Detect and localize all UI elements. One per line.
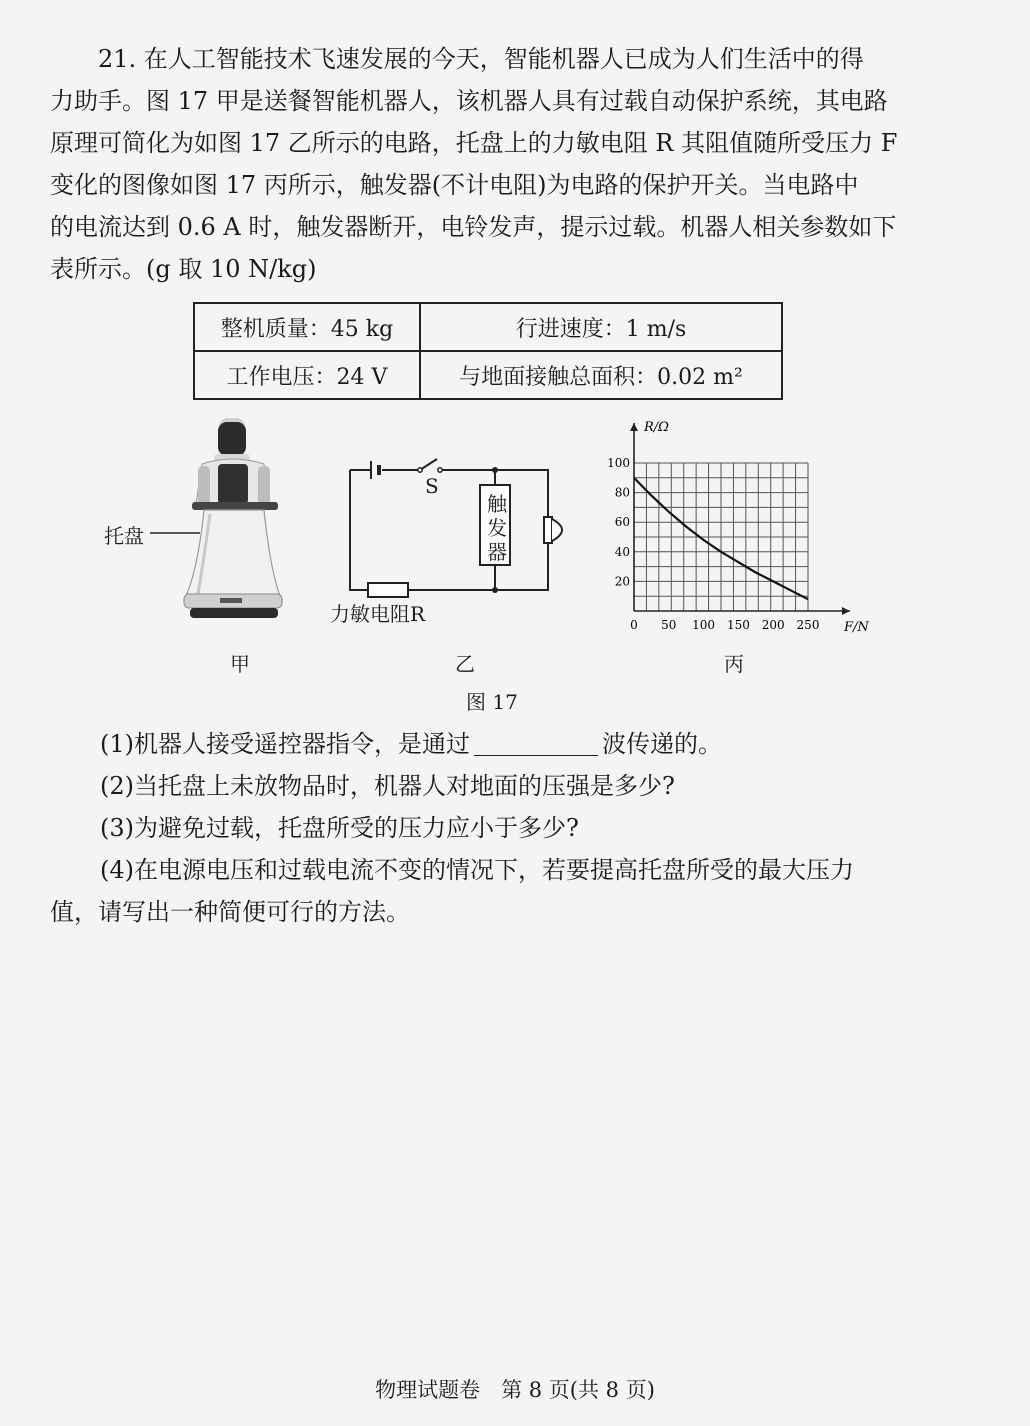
stem-line: 的电流达到 0.6 A 时，触发器断开，电铃发声，提示过载。机器人相关参数如下: [50, 213, 897, 241]
table-row: [194, 303, 782, 351]
x-axis-arrow: [842, 607, 850, 615]
stem-line: 力助手。图 17 甲是送餐智能机器人，该机器人具有过载自动保护系统，其电路: [50, 87, 888, 115]
y-axis-arrow: [630, 423, 638, 431]
page-footer: 物理试题卷 第 8 页(共 8 页): [375, 1378, 655, 1402]
x-tick-label: 200: [761, 618, 785, 632]
tray-label: 托盘: [104, 524, 144, 548]
sub-question-1: [100, 724, 722, 759]
q1-text: (1)机器人接受遥控器指令，是通过: [100, 730, 470, 758]
circuit-diagram: [340, 455, 590, 605]
question-stem: [50, 38, 930, 290]
figure-caption: 图 17: [466, 690, 518, 714]
switch-label: S: [425, 474, 439, 498]
stem-line: 表所示。(g 取 10 N/kg): [50, 255, 317, 283]
trigger-label-char: 发: [487, 516, 507, 540]
trigger-label-char: 触: [487, 492, 507, 516]
trigger-label-char: 器: [487, 540, 507, 564]
answer-blank[interactable]: [474, 729, 598, 756]
robot-illustration: [180, 418, 290, 624]
y-axis-label: R/Ω: [644, 420, 669, 435]
sub-question-3: (3)为避免过载，托盘所受的压力应小于多少?: [100, 814, 579, 842]
sub-question-2: (2)当托盘上未放物品时，机器人对地面的压强是多少?: [100, 772, 675, 800]
y-tick-label: 100: [607, 456, 630, 470]
y-tick-label: 80: [614, 485, 630, 500]
sub-question-4-line2: 值，请写出一种简便可行的方法。: [50, 898, 410, 926]
x-axis-label: F/N: [844, 620, 869, 635]
x-tick-label: 50: [661, 618, 677, 632]
force-sensitive-resistor: [368, 583, 408, 597]
q1-text-after: 波传递的。: [602, 730, 722, 758]
y-tick-label: 20: [614, 574, 630, 589]
table-row: [194, 351, 782, 399]
sub-label-yi: 乙: [455, 652, 475, 676]
table-cell: 与地面接触总面积：0.02 m²: [420, 351, 782, 399]
y-tick-label: 60: [614, 515, 630, 530]
stem-line: 变化的图像如图 17 丙所示，触发器(不计电阻)为电路的保护开关。当电路中: [50, 171, 859, 199]
x-tick-label: 250: [796, 618, 820, 632]
stem-line: 21. 在人工智能技术飞速发展的今天，智能机器人已成为人们生活中的得: [98, 45, 864, 73]
resistance-force-chart: [600, 415, 880, 635]
tray-pointer-line: [150, 530, 200, 536]
table-cell: 行进速度：1 m/s: [420, 303, 782, 351]
sub-question-4-line1: (4)在电源电压和过载电流不变的情况下，若要提高托盘所受的最大压力: [100, 856, 854, 884]
sub-label-jia: 甲: [230, 652, 250, 676]
stem-line: 原理可简化为如图 17 乙所示的电路，托盘上的力敏电阻 R 其阻值随所受压力 F: [50, 129, 898, 157]
x-tick-label: 100: [692, 618, 716, 632]
trigger-label: [486, 492, 508, 564]
sub-label-bing: 丙: [724, 652, 744, 676]
x-tick-label: 150: [726, 618, 750, 632]
bell-icon: [544, 517, 562, 543]
table-cell: 工作电压：24 V: [194, 351, 420, 399]
x-tick-label: 0: [630, 618, 638, 632]
resistor-label: 力敏电阻R: [330, 602, 426, 626]
table-cell: 整机质量：45 kg: [194, 303, 420, 351]
parameter-table: [193, 302, 783, 400]
y-tick-label: 40: [614, 544, 630, 559]
